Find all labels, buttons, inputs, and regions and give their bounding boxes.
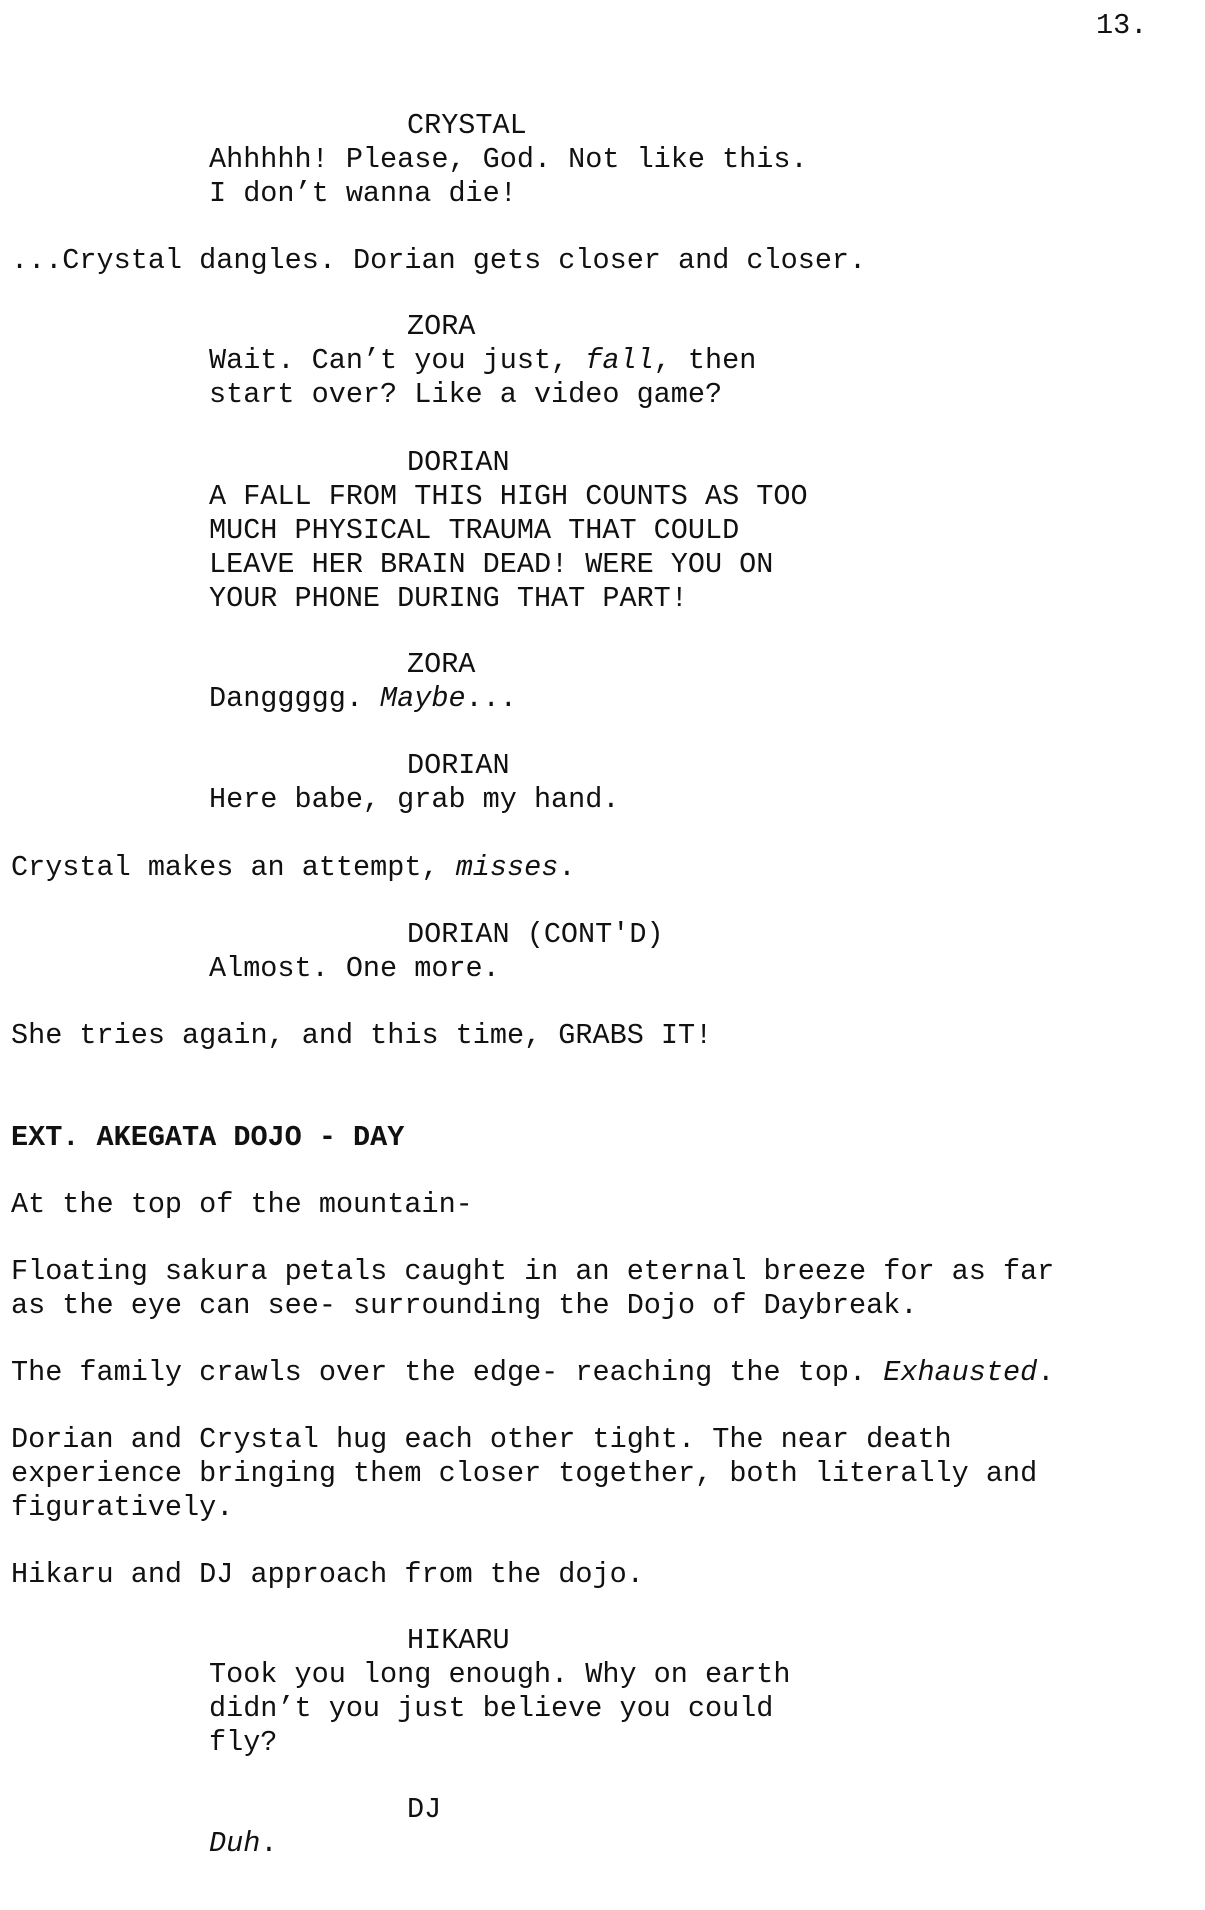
dialogue-line: Almost. One more. [209,952,500,985]
dialogue-line: fly? [209,1726,278,1759]
dialogue-line: A FALL FROM THIS HIGH COUNTS AS TOO [209,480,808,513]
character-name: ZORA [407,648,476,681]
character-name: DORIAN [407,749,510,782]
scene-heading: EXT. AKEGATA DOJO - DAY [11,1121,405,1154]
action-line: At the top of the mountain- [11,1188,473,1221]
page-number: 13. [1096,9,1148,42]
action-line: as the eye can see- surrounding the Dojo of Daybreak. [11,1289,918,1322]
action-line: The family crawls over the edge- reaching the top. Exhausted. [11,1356,1055,1389]
emphasis-text: fall [585,344,654,377]
dialogue-line: Ahhhhh! Please, God. Not like this. [209,143,808,176]
dialogue-line: Took you long enough. Why on earth [209,1658,791,1691]
action-line: ...Crystal dangles. Dorian gets closer and closer. [11,244,867,277]
dialogue-line: YOUR PHONE DURING THAT PART! [209,582,688,615]
emphasis-text: Duh [209,1827,261,1860]
dialogue-line: MUCH PHYSICAL TRAUMA THAT COULD [209,514,740,547]
action-line: Dorian and Crystal hug each other tight. The near death [11,1423,952,1456]
dialogue-line: LEAVE HER BRAIN DEAD! WERE YOU ON [209,548,774,581]
action-line: experience bringing them closer together, both literally and [11,1457,1038,1490]
character-name: DORIAN [407,446,510,479]
character-name: ZORA [407,310,476,343]
dialogue-line: start over? Like a video game? [209,378,723,411]
dialogue-line: Duh. [209,1827,278,1860]
action-line: Hikaru and DJ approach from the dojo. [11,1558,644,1591]
emphasis-text: Maybe [380,682,466,715]
character-name: DORIAN (CONT'D) [407,918,664,951]
action-line: figuratively. [11,1491,234,1524]
character-name: HIKARU [407,1624,510,1657]
emphasis-text: Exhausted [883,1356,1038,1389]
dialogue-line: Danggggg. Maybe... [209,682,517,715]
dialogue-line: Here babe, grab my hand. [209,783,620,816]
action-line: Floating sakura petals caught in an eternal breeze for as far [11,1255,1055,1288]
emphasis-text: misses [455,851,559,884]
action-line: Crystal makes an attempt, misses. [11,851,576,884]
action-line: She tries again, and this time, GRABS IT! [11,1019,713,1052]
character-name: CRYSTAL [407,109,527,142]
character-name: DJ [407,1793,442,1826]
dialogue-line: I don’t wanna die! [209,177,517,210]
dialogue-line: didn’t you just believe you could [209,1692,774,1725]
dialogue-line: Wait. Can’t you just, fall, then [209,344,757,377]
